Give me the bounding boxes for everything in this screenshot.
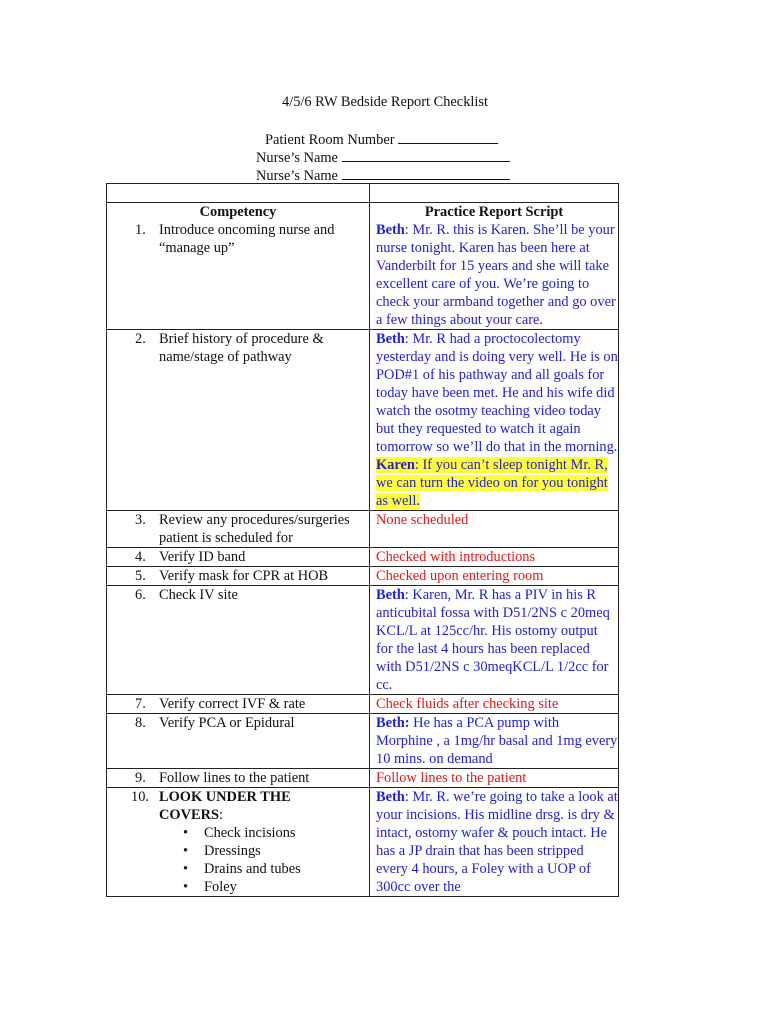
room-number-blank	[398, 129, 498, 144]
script-text: Beth: Mr. R. this is Karen. She’ll be your nurse tonight. Karen has been here at Vanderbilt for 15 years and she will take excellent care of you. We’re going to check your armband together and go over a few things about your care.	[376, 222, 616, 328]
table-blank-row	[107, 184, 619, 203]
competency-item: 9. Follow lines to the patient	[135, 770, 310, 786]
competency-item: 5. Verify mask for CPR at HOB	[135, 568, 329, 584]
table-row	[107, 511, 619, 548]
competency-item: 6. Check IV site	[135, 587, 238, 603]
checklist-table	[106, 183, 619, 897]
script-text: Beth: Mr. R. we’re going to take a look at your incisions. His midline drsg. is dry & intact, ostomy wafer & pouch intact. He has a JP drain that has been stripped every 4 hours, a Foley with a UOP of 300cc over the	[376, 789, 618, 895]
bullet-item: • Dressings	[183, 843, 261, 859]
nurse-name-label-2: Nurse’s Name	[256, 168, 338, 184]
competency-item: 7. Verify correct IVF & rate	[135, 696, 306, 712]
room-number-field	[265, 129, 498, 149]
table-row	[107, 769, 619, 788]
nurse-name-field-2	[256, 165, 510, 185]
nurse-name-label-1: Nurse’s Name	[256, 150, 338, 166]
competency-item: 3. Review any procedures/surgeries patient is scheduled for	[135, 512, 350, 546]
script-header: Practice Report Script	[424, 204, 564, 220]
script-text: None scheduled	[376, 512, 469, 528]
table-row	[107, 714, 619, 769]
competency-item: 1. Introduce oncoming nurse and “manage up”	[135, 222, 335, 256]
competency-header: Competency	[199, 204, 277, 220]
table-row	[107, 330, 619, 511]
bullet-item: • Foley	[183, 879, 237, 895]
script-text: Beth: Mr. R had a proctocolectomy yesterday and is doing very well. He is on POD#1 of his pathway and all goals for today have been met. He and his wife did watch the osotmy teaching video today but they requested to watch it again tomorrow so we’ll do that in the morning. Karen: If you can’t sleep tonight Mr. R, we can turn the video on for you tonight as well.	[376, 331, 618, 509]
script-text: Follow lines to the patient	[376, 770, 527, 786]
highlighted-script: Karen: If you can’t sleep tonight Mr. R, we can turn the video on for you tonight as well.	[376, 457, 608, 509]
nurse-name-blank-2	[342, 165, 510, 180]
script-text: Checked upon entering room	[376, 568, 544, 584]
table-row	[107, 548, 619, 567]
script-text: Checked with introductions	[376, 549, 536, 565]
table-row	[107, 567, 619, 586]
script-text: Beth: Karen, Mr. R has a PIV in his R anticubital fossa with D51/2NS c 20meq KCL/L at 125cc/hr. His ostomy output for the last 4 hours has been replaced with D51/2NS c 30meqKCL/L 1/2cc for cc.	[376, 587, 610, 693]
table-row	[107, 586, 619, 695]
table-row	[107, 695, 619, 714]
competency-item: 8. Verify PCA or Epidural	[135, 715, 295, 731]
bullet-item: • Drains and tubes	[183, 861, 301, 877]
page-title: 4/5/6 RW Bedside Report Checklist	[282, 94, 488, 110]
competency-item: 4. Verify ID band	[135, 549, 246, 565]
nurse-name-field-1	[256, 147, 510, 167]
bullet-item: • Check incisions	[183, 825, 296, 841]
nurse-name-blank-1	[342, 147, 510, 162]
competency-item: 2. Brief history of procedure & name/stage of pathway	[135, 331, 324, 365]
table-row	[107, 788, 619, 897]
script-text: Beth: He has a PCA pump with Morphine , a 1mg/hr basal and 1mg every 10 mins. on demand	[376, 715, 618, 767]
room-number-label: Patient Room Number	[265, 132, 395, 148]
table-row	[107, 203, 619, 330]
script-text: Check fluids after checking site	[376, 696, 559, 712]
competency-item: 10. LOOK UNDER THE COVERS:	[131, 789, 291, 823]
